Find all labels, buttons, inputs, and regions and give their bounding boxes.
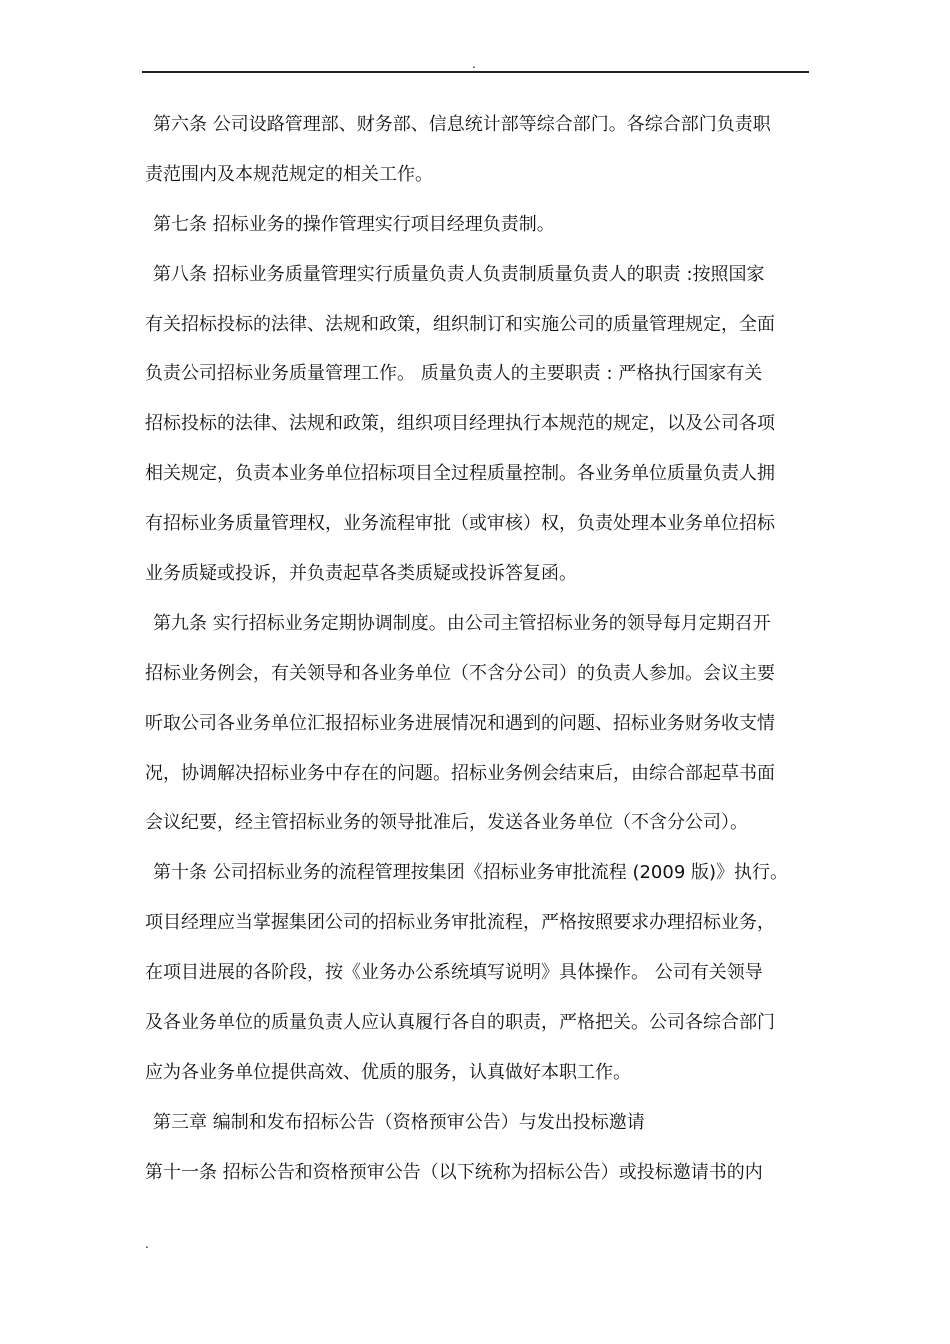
header-mark: .: [472, 57, 476, 71]
article-9-line-1: 第九条 实行招标业务定期协调制度。由公司主管招标业务的领导每月定期召开: [153, 612, 771, 634]
article-10-line-5: 应为各业务单位提供高效、优质的服务，认真做好本职工作。: [145, 1061, 631, 1083]
footer-mark: .: [145, 1237, 149, 1251]
article-10-line-3: 在项目进展的各阶段，按《业务办公系统填写说明》具体操作。 公司有关领导: [145, 962, 763, 984]
article-7-line-1: 第七条 招标业务的操作管理实行项目经理负责制。: [153, 213, 555, 235]
article-10-line-4: 及各业务单位的质量负责人应认真履行各自的职责，严格把关。公司各综合部门: [145, 1012, 775, 1034]
article-8-line-7: 业务质疑或投诉，并负责起草各类质疑或投诉答复函。: [145, 563, 577, 585]
article-8-line-3: 负责公司招标业务质量管理工作。 质量负责人的主要职责 : 严格执行国家有关: [145, 363, 763, 385]
article-9-line-4: 况，协调解决招标业务中存在的问题。招标业务例会结束后，由综合部起草书面: [145, 762, 775, 784]
article-10-line-2: 项目经理应当掌握集团公司的招标业务审批流程，严格按照要求办理招标业务，: [145, 912, 775, 934]
article-9-line-5: 会议纪要，经主管招标业务的领导批准后，发送各业务单位（不含分公司）。: [145, 812, 748, 834]
article-11-line-1: 第十一条 招标公告和资格预审公告（以下统称为招标公告）或投标邀请书的内: [145, 1161, 763, 1183]
article-9-line-3: 听取公司各业务单位汇报招标业务进展情况和遇到的问题、招标业务财务收支情: [145, 712, 775, 734]
article-6-line-1: 第六条 公司设路管理部、财务部、信息统计部等综合部门。各综合部门负责职: [153, 114, 771, 135]
article-6-line-2: 责范围内及本规范规定的相关工作。: [145, 163, 433, 185]
article-9-line-2: 招标业务例会，有关领导和各业务单位（不含分公司）的负责人参加。会议主要: [145, 662, 775, 684]
chapter-3-heading: 第三章 编制和发布招标公告（资格预审公告）与发出投标邀请: [153, 1111, 645, 1133]
article-8-line-5: 相关规定，负责本业务单位招标项目全过程质量控制。各业务单位质量负责人拥: [145, 463, 775, 485]
article-8-line-6: 有招标业务质量管理权，业务流程审批（或审核）权，负责处理本业务单位招标: [145, 513, 775, 535]
article-8-line-1: 第八条 招标业务质量管理实行质量负责人负责制质量负责人的职责 :按照国家: [153, 263, 765, 285]
article-8-line-2: 有关招标投标的法律、法规和政策，组织制订和实施公司的质量管理规定，全面: [145, 313, 775, 335]
header-rule: [142, 71, 809, 73]
article-8-line-4: 招标投标的法律、法规和政策，组织项目经理执行本规范的规定，以及公司各项: [145, 413, 775, 435]
document-body: [145, 100, 815, 1198]
article-10-line-1: 第十条 公司招标业务的流程管理按集团《招标业务审批流程 (2009 版)》执行。: [153, 862, 789, 884]
